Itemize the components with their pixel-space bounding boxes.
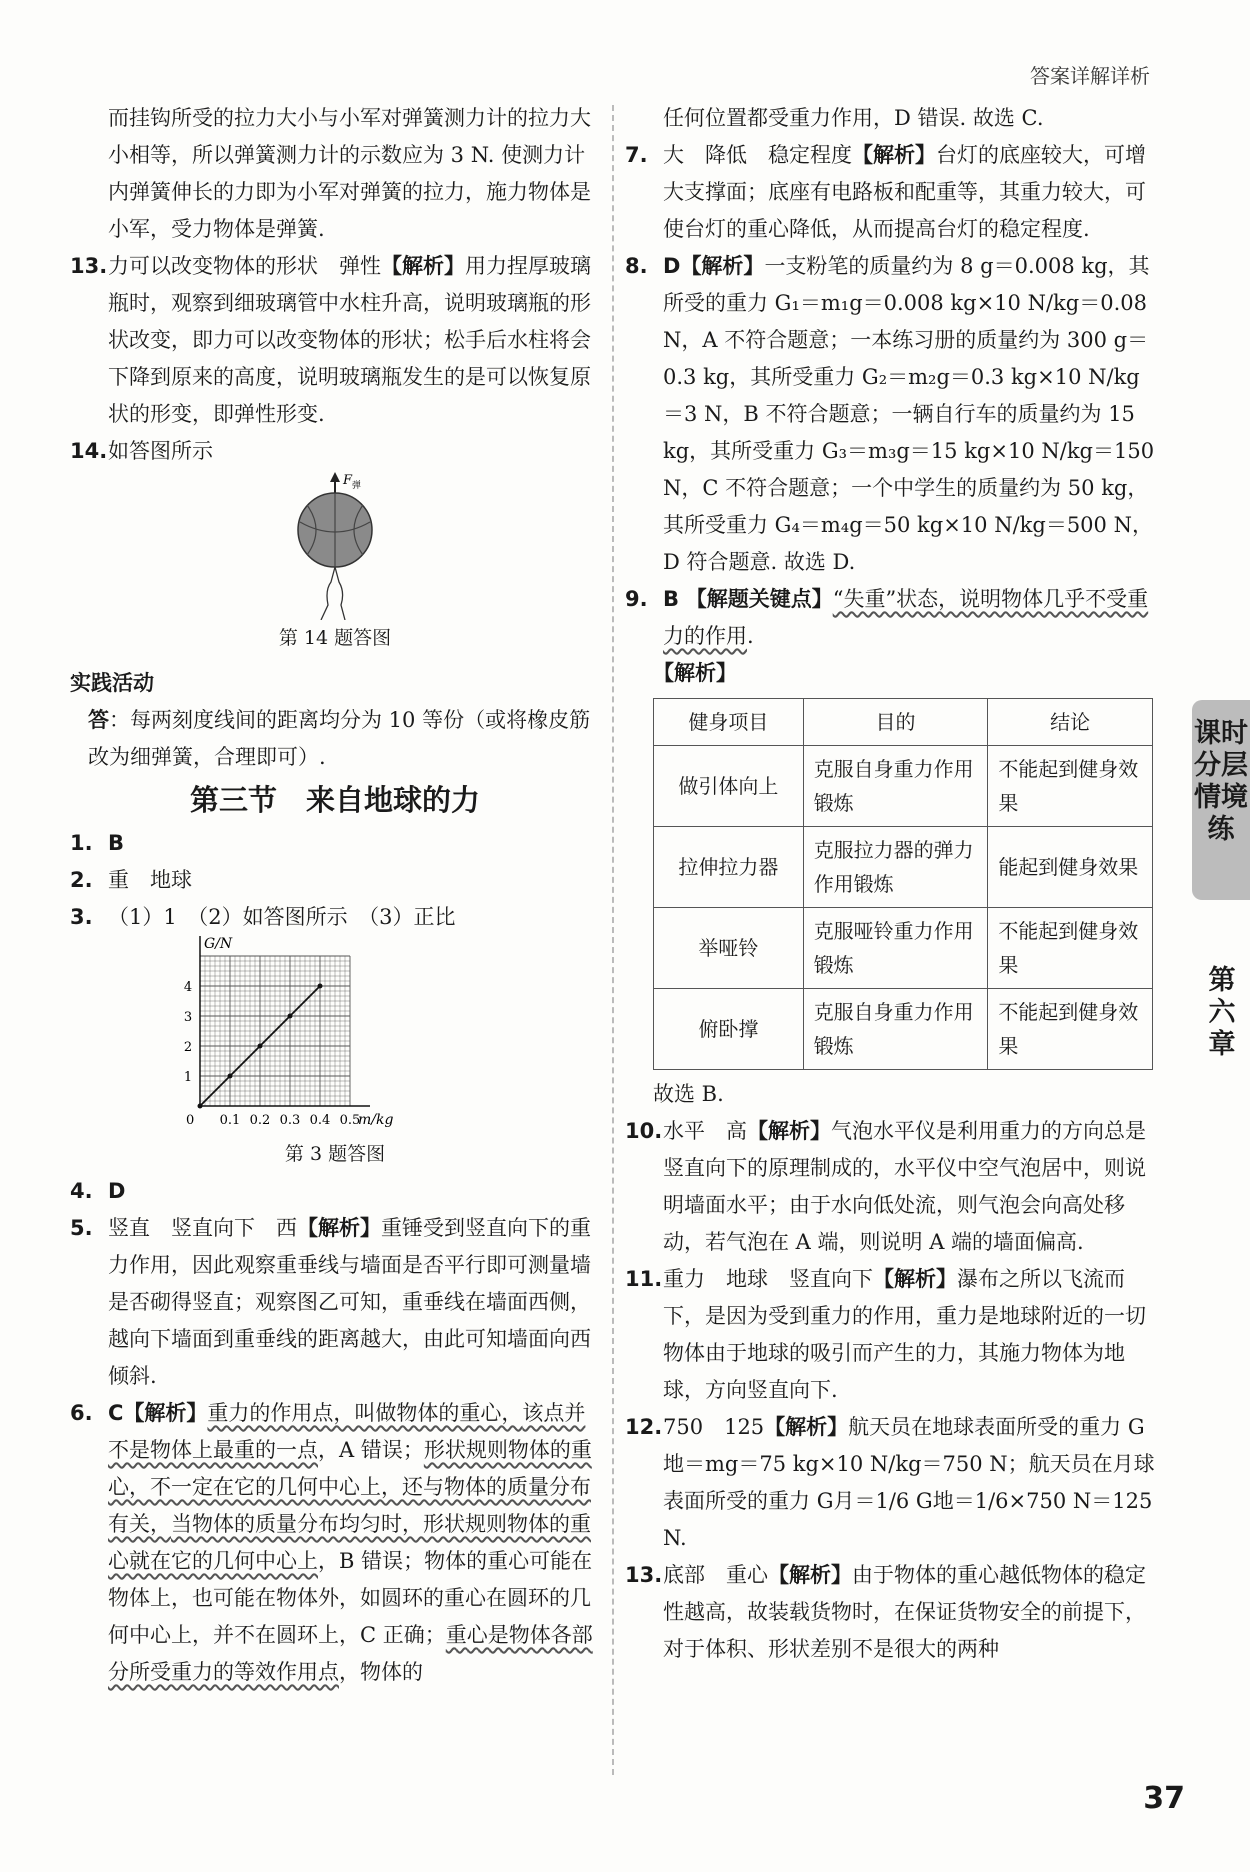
question-number: 3. — [70, 905, 93, 929]
x-tick-label: 0.5 — [339, 1113, 361, 1128]
question-number: 13. — [625, 1563, 663, 1587]
x-tick-label: 0.1 — [219, 1113, 241, 1128]
question-number: 1. — [70, 831, 93, 855]
right-column — [625, 100, 1155, 1668]
table-row — [654, 827, 1153, 908]
analysis-text: ，物体的 — [339, 1660, 423, 1684]
question-8 — [625, 248, 1155, 581]
analysis-text: 瀑布之所以飞流而下，是因为受到重力的作用，重力是地球附近的一切物体由于地球的吸引而产生的力，其施力物体为地球，方向竖直向下. — [663, 1267, 1146, 1402]
answer: 竖直 竖直向下 西 — [108, 1216, 297, 1240]
analysis-tag: 【解析】 — [381, 254, 465, 278]
column-header: 结论 — [988, 699, 1153, 746]
force-subscript: 弹 — [352, 481, 362, 491]
data-point — [228, 1074, 233, 1079]
answer: 底部 重心 — [663, 1563, 768, 1587]
answer: D — [108, 1179, 126, 1203]
table-cell: 克服自身重力作用锻炼 — [803, 989, 988, 1070]
question-3 — [70, 899, 600, 936]
question-10 — [625, 1113, 1155, 1261]
question-number: 2. — [70, 868, 93, 892]
underlined-text: 重心是物体各部分所受重力的等效作用点 — [108, 1623, 593, 1684]
analysis-text: ，A 错误； — [318, 1438, 424, 1462]
x-tick-label: 0.3 — [279, 1113, 301, 1128]
question-number: 14. — [70, 439, 108, 463]
analysis-tag: 【解析】 — [852, 143, 936, 167]
analysis-tag: 【解析】 — [653, 661, 737, 685]
question-number: 7. — [625, 143, 648, 167]
table-cell: 不能起到健身效果 — [988, 989, 1153, 1070]
table-cell: 克服自身重力作用锻炼 — [803, 746, 988, 827]
underlined-text: 当物体的质量分布均匀时，形状规则物体的重心就在它的几何中心上 — [108, 1512, 591, 1573]
practice-answer — [70, 702, 600, 776]
y-tick-label: 4 — [183, 980, 193, 995]
g-m-chart — [170, 936, 430, 1136]
side-tab: 课时分层情境练 — [1192, 700, 1250, 900]
question-9 — [625, 581, 1155, 655]
question-number: 4. — [70, 1179, 93, 1203]
q9-conclusion: 故选 B. — [653, 1082, 724, 1106]
q6-continuation: 任何位置都受重力作用，D 错误. 故选 C. — [663, 106, 1044, 130]
figure-3 — [70, 936, 600, 1136]
question-number: 6. — [70, 1401, 93, 1425]
table-cell: 不能起到健身效果 — [988, 746, 1153, 827]
analysis-text: 一支粉笔的质量约为 8 g＝0.008 kg，其所受的重力 G₁＝m₁g＝0.008 kg×10 N/kg＝0.08 N，A 不符合题意；一本练习册的质量约为 300 g＝0.3 kg，其所受重力 G₂＝m₂g＝0.3 kg×10 N/kg＝3 N，B 不符合题意；一辆自行车的质量约为 15 kg，其所受重力 G₃＝m₃g＝15 kg×10 N/kg＝150 N，C 不符合题意；一个中学生的质量约为 50 kg，其所受重力 G₄＝m₄g＝50 kg×10 N/kg＝500 N，D 符合题意. 故选 D. — [663, 254, 1155, 574]
table-cell: 不能起到健身效果 — [988, 908, 1153, 989]
question-12 — [625, 1409, 1155, 1557]
answer: 大 降低 稳定程度 — [663, 143, 852, 167]
figure-14 — [70, 470, 600, 620]
origin-label: 0 — [186, 1113, 195, 1128]
answer: 重 地球 — [108, 868, 192, 892]
section-title: 第三节 来自地球的力 — [189, 783, 480, 817]
table-cell: 能起到健身效果 — [988, 827, 1153, 908]
underlined-text: “失重”状态，说明物体几乎不受重力的作用 — [663, 587, 1149, 648]
answer: D — [663, 254, 681, 278]
answer: B — [108, 831, 125, 855]
analysis-tag: 【解析】 — [747, 1119, 831, 1143]
column-header: 健身项目 — [654, 699, 804, 746]
question-11 — [625, 1261, 1155, 1409]
question-number: 9. — [625, 587, 648, 611]
underlined-text: 重力的作用点，叫做物体的重心， — [207, 1401, 523, 1425]
table-cell: 举哑铃 — [654, 908, 804, 989]
table-row — [654, 908, 1153, 989]
y-tick-label: 3 — [183, 1010, 193, 1025]
practice-text: ：每两刻度线间的距离均分为 10 等份（或将橡皮筋改为细弹簧，合理即可）. — [88, 708, 591, 769]
question-1 — [70, 825, 600, 862]
answer: 力可以改变物体的形状 弹性 — [108, 254, 381, 278]
question-number: 13. — [70, 254, 108, 278]
analysis-text: 气泡水平仪是利用重力的方向总是竖直向下的原理制成的，水平仪中空气泡居中，则说明墙面水平；由于水向低处流，则气泡会向高处移动，若气泡在 A 端，则说明 A 端的墙面偏高. — [663, 1119, 1146, 1254]
period: . — [747, 624, 754, 648]
table-row — [654, 746, 1153, 827]
left-column — [70, 100, 600, 1691]
analysis-text: 航天员在地球表面所受的重力 G地＝mg＝75 kg×10 N/kg＝750 N；航天员在月球表面所受的重力 — [663, 1415, 1155, 1513]
figure-3-caption: 第 3 题答图 — [284, 1143, 386, 1165]
question-4 — [70, 1173, 600, 1210]
answer-label: 答 — [88, 708, 109, 732]
practice-title: 实践活动 — [70, 671, 154, 695]
question-number: 12. — [625, 1415, 663, 1439]
table-cell: 拉伸拉力器 — [654, 827, 804, 908]
column-header: 目的 — [803, 699, 988, 746]
question-6 — [70, 1395, 600, 1691]
answer: 水平 高 — [663, 1119, 747, 1143]
question-5 — [70, 1210, 600, 1395]
question-number: 5. — [70, 1216, 93, 1240]
analysis-text: 台灯的底座较大，可增大支撑面；底座有电路板和配重等，其重力较大，可使台灯的重心降低，从而提高台灯的稳定程度. — [663, 143, 1146, 241]
data-point — [288, 1014, 293, 1019]
table-cell: 克服哑铃重力作用锻炼 — [803, 908, 988, 989]
analysis-tag: 【解析】 — [123, 1401, 208, 1425]
question-7 — [625, 137, 1155, 248]
table-header-row — [654, 699, 1153, 746]
underlined-text: 形状规则物体的重心，不一定在它的几何中心上，还与物体的质量分布有关， — [108, 1438, 592, 1536]
analysis-text: 用力捏厚玻璃瓶时，观察到细玻璃管中水柱升高，说明玻璃瓶的形状改变，即力可以改变物体的形状；松手后水柱将会下降到原来的高度，说明玻璃瓶发生的是可以恢复原状的形变，即弹性形变. — [108, 254, 591, 426]
question-13 — [70, 248, 600, 433]
answer: C — [108, 1401, 124, 1425]
force-label: F — [343, 473, 353, 488]
question-number: 11. — [625, 1267, 663, 1291]
q12-continuation: 而挂钩所受的拉力大小与小军对弹簧测力计的拉力大小相等，所以弹簧测力计的示数应为 3 N. 使测力计内弹簧伸长的力即为小军对弹簧的拉力，施力物体是小军，受力物体是弹簧. — [108, 106, 591, 241]
underlined-text: 该点并不是物体上最重的一点 — [108, 1401, 586, 1462]
answer: B — [663, 587, 680, 611]
answer: 750 125 — [663, 1415, 765, 1439]
analysis-text: 由于物体的重心越低物体的稳定性越高，故装载货物时，在保证货物安全的前提下，对于体积、形状差别不是很大的两种 — [663, 1563, 1146, 1661]
data-point — [258, 1044, 263, 1049]
table-cell: 克服拉力器的弹力作用锻炼 — [803, 827, 988, 908]
question-number: 8. — [625, 254, 648, 278]
question-2 — [70, 862, 600, 899]
answer: 如答图所示 — [108, 439, 213, 463]
x-tick-label: 0.4 — [309, 1113, 331, 1128]
x-tick-label: 0.2 — [249, 1113, 271, 1128]
table-cell: 俯卧撑 — [654, 989, 804, 1070]
key-point-tag: 【解题关键点】 — [685, 587, 833, 611]
analysis-tag: 【解析】 — [764, 1415, 849, 1439]
side-chapter: 第六章 — [1208, 965, 1236, 1060]
page-header: 答案详解详析 — [1030, 64, 1150, 88]
analysis-text: 125 N. — [663, 1489, 1153, 1550]
y-tick-label: 1 — [183, 1070, 193, 1085]
analysis-text: 重锤受到竖直向下的重力作用，因此观察重垂线与墙面是否平行即可测量墙是否砌得竖直；观察图乙可知，重垂线在墙面西侧，越向下墙面到重垂线的距离越大，由此可知墙面向西倾斜. — [108, 1216, 591, 1388]
table-cell: 做引体向上 — [654, 746, 804, 827]
analysis-text: ，B 错误；物体的重心可能在物体上，也可能在物体外，如圆环的重心在圆环的几何中心上，并不在圆环上，C 正确； — [108, 1549, 593, 1647]
question-13b — [625, 1557, 1155, 1668]
figure-14-caption: 第 14 题答图 — [278, 627, 392, 649]
y-tick-label: 2 — [183, 1040, 193, 1055]
column-divider — [612, 105, 614, 1775]
analysis-tag: 【解析】 — [768, 1563, 852, 1587]
y-axis-label: G/N — [204, 936, 233, 952]
table-row — [654, 989, 1153, 1070]
analysis-tag: 【解析】 — [297, 1216, 381, 1240]
analysis-tag: 【解析】 — [680, 254, 765, 278]
basketball-finger-figure — [255, 470, 415, 620]
answer: （1）1 （2）如答图所示 （3）正比 — [108, 905, 456, 929]
data-point — [318, 984, 323, 989]
data-point — [198, 1104, 203, 1109]
formula: G月＝1/6 G地＝1/6×750 N＝ — [816, 1489, 1113, 1513]
question-number: 10. — [625, 1119, 663, 1143]
fitness-table — [653, 698, 1153, 1070]
analysis-tag: 【解析】 — [873, 1267, 957, 1291]
answer: 重力 地球 竖直向下 — [663, 1267, 873, 1291]
page-number: 37 — [1143, 1781, 1185, 1816]
x-axis-label: m/kg — [358, 1112, 394, 1128]
question-14 — [70, 433, 600, 470]
